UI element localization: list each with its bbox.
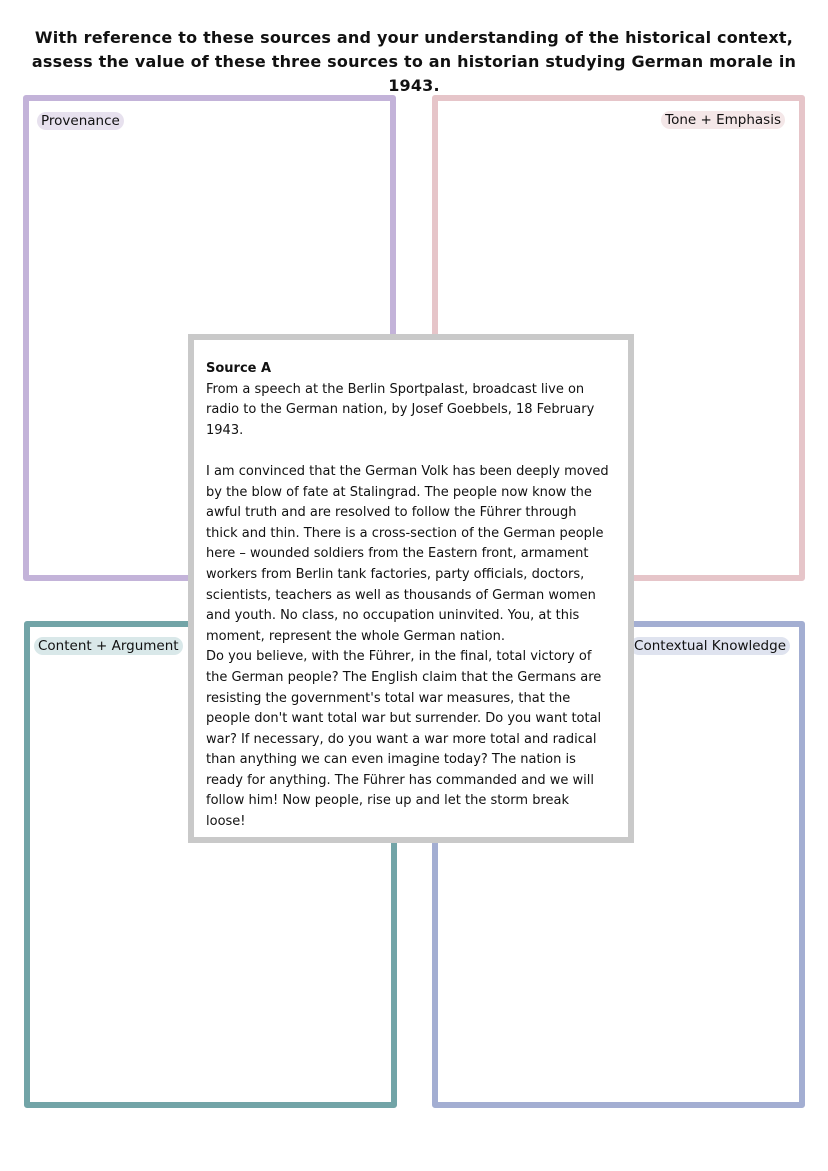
contextual-knowledge-label: Contextual Knowledge [630, 637, 790, 655]
source-paragraph-1: I am convinced that the German Volk has been deeply moved by the blow of fate at Stalingrad. The people now know the awful truth and are resolved to follow the Führer through thick and thin. There is a cross-section of the German people here – wounded soldiers from the Eastern front, armament workers from Berlin tank factories, party officials, doctors, scientists, teachers as well as thousands of German women and youth. No class, no occupation uninvited. You, at this moment, represent the whole German nation. [206, 463, 609, 644]
source-attribution: From a speech at the Berlin Sportpalast, broadcast live on radio to the German nation, by Josef Goebbels, 18 February 1943. [206, 381, 595, 438]
paragraph-gap [206, 441, 610, 462]
source-title: Source A [206, 361, 272, 376]
source-paragraph-2: Do you believe, with the Führer, in the final, total victory of the German people? The English claim that the Germans are resisting the government's total war measures, that the people don't want total war but surrender. Do you want total war? If necessary, do you want a war more total and radical than anything we can even imagine today? The nation is ready for anything. The Führer has commanded and we will follow him! Now people, rise up and let the storm break loose! [206, 649, 602, 830]
tone-emphasis-label: Tone + Emphasis [661, 111, 785, 129]
content-argument-label: Content + Argument [34, 637, 183, 655]
question-text: With reference to these sources and your understanding of the historical context, assess the value of these three sources to an historian studying German morale in 1943. [31, 28, 797, 95]
provenance-label: Provenance [37, 112, 124, 130]
source-a-card [188, 334, 634, 843]
